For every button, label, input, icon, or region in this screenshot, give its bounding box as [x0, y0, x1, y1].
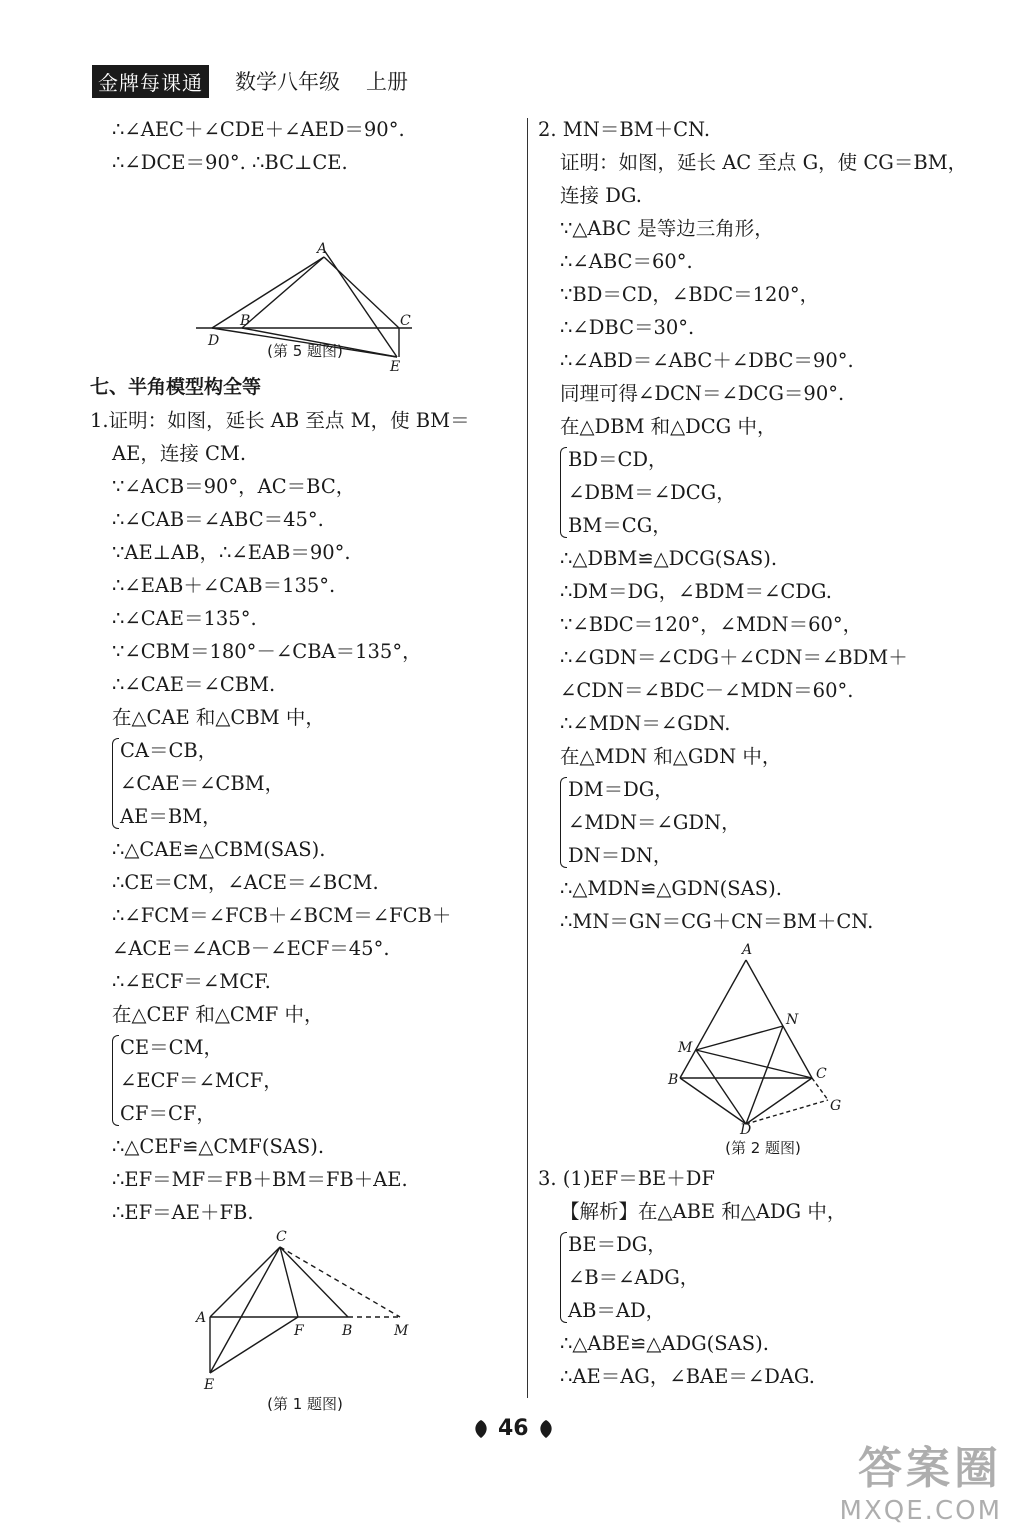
text-line: ∴∠CAE＝∠CBM. — [112, 673, 276, 696]
brace-line: CA＝CB， — [120, 739, 218, 762]
text-line: 3. (1)EF＝BE＋DF — [538, 1167, 715, 1190]
text-line: ∴∠DBC＝30°. — [560, 316, 695, 339]
brace-line: ∠CAE＝∠CBM， — [120, 772, 285, 795]
figure-2-caption: (第 2 题图) — [725, 1139, 801, 1157]
text-line: ∠CDN＝∠BDC－∠MDN＝60°. — [560, 679, 854, 702]
watermark-url: MXQE.COM — [839, 1496, 1002, 1526]
text-line: ∴EF＝AE＋FB. — [112, 1201, 254, 1224]
label-M: M — [678, 1040, 693, 1056]
left-column — [90, 113, 520, 1419]
text-line: ∴MN＝GN＝CG＋CN＝BM＋CN. — [560, 910, 874, 933]
page-number: 46 — [498, 1416, 529, 1441]
label-A: A — [317, 241, 328, 257]
figure-1 — [90, 1229, 520, 1393]
text-line: ∵∠BDC＝120°，∠MDN＝60°， — [560, 613, 863, 636]
watermark-title: 答案圈 — [858, 1443, 1002, 1494]
text-line: ∴∠FCM＝∠FCB＋∠BCM＝∠FCB＋ — [112, 904, 452, 927]
brace-line: BM＝CG， — [568, 514, 672, 537]
label-E: E — [390, 359, 401, 375]
label-C: C — [276, 1229, 287, 1245]
text-line: 【解析】在△ABE 和△ADG 中， — [560, 1200, 847, 1223]
text-line: ∴△ABE≌△ADG(SAS). — [560, 1332, 769, 1355]
brace-line: DM＝DG， — [568, 778, 674, 801]
text-line: 在△DBM 和△DCG 中， — [560, 415, 777, 438]
text-line: ∴∠MDN＝∠GDN. — [560, 712, 731, 735]
text-line: ∴AE＝AG，∠BAE＝∠DAG. — [560, 1365, 816, 1388]
right-column — [538, 113, 988, 1393]
brace-line: BD＝CD， — [568, 448, 668, 471]
brace-line: CE＝CM， — [120, 1036, 224, 1059]
label-M: M — [394, 1323, 409, 1339]
text-line: ∠ACE＝∠ACB－∠ECF＝45°. — [112, 937, 390, 960]
text-line: ∴∠DCE＝90°. ∴BC⊥CE. — [112, 151, 348, 174]
text-line: AE，连接 CM. — [112, 442, 247, 465]
brace-line: ∠DBM＝∠DCG， — [568, 481, 736, 504]
leaf-icon — [535, 1418, 557, 1440]
text-line: ∴△CEF≌△CMF(SAS). — [112, 1135, 325, 1158]
label-D: D — [208, 333, 220, 349]
brace-line: AE＝BM， — [120, 805, 222, 828]
text-line: ∴DM＝DG，∠BDM＝∠CDG. — [560, 580, 832, 603]
text-line: 在△CEF 和△CMF 中， — [112, 1003, 324, 1026]
text-line: ∴∠AEC＋∠CDE＋∠AED＝90°. — [112, 118, 405, 141]
text-line: ∵△ABC 是等边三角形， — [560, 217, 774, 240]
text-line: ∴△DBM≌△DCG(SAS). — [560, 547, 778, 570]
figure-1-diagram — [90, 1229, 520, 1393]
label-B: B — [342, 1323, 353, 1339]
text-line: ∴∠ABC＝60°. — [560, 250, 693, 273]
text-line: ∴∠EAB＋∠CAB＝135°. — [112, 574, 336, 597]
label-D: D — [740, 1122, 752, 1138]
text-line: ∴∠CAE＝135°. — [112, 607, 257, 630]
subject-label: 数学八年级 — [235, 70, 340, 94]
brace-line: AB＝AD， — [568, 1299, 666, 1322]
figure-5-caption: (第 5 题图) — [267, 342, 343, 360]
text-line: ∴△MDN≌△GDN(SAS). — [560, 877, 782, 900]
label-A: A — [742, 942, 753, 958]
text-line: ∴CE＝CM，∠ACE＝∠BCM. — [112, 871, 379, 894]
figure-2-diagram — [538, 938, 988, 1138]
text-line: 连接 DG. — [560, 184, 642, 207]
text-line: 同理可得∠DCN＝∠DCG＝90°. — [560, 382, 845, 405]
leaf-icon — [470, 1418, 492, 1440]
label-C: C — [400, 313, 411, 329]
text-line: ∴∠ABD＝∠ABC＋∠DBC＝90°. — [560, 349, 854, 372]
label-C: C — [816, 1066, 827, 1082]
text-line: ∴EF＝MF＝FB＋BM＝FB＋AE. — [112, 1168, 408, 1191]
brace-group — [90, 1031, 520, 1130]
text-line: ∴∠CAB＝∠ABC＝45°. — [112, 508, 324, 531]
page-header — [92, 66, 408, 96]
figure-1-caption: (第 1 题图) — [267, 1395, 343, 1413]
figure-2 — [538, 938, 988, 1138]
brand-logo: 金牌每课通 — [92, 65, 209, 98]
label-N: N — [786, 1012, 799, 1028]
label-F: F — [294, 1323, 304, 1339]
label-B: B — [668, 1072, 679, 1088]
brace-group — [538, 773, 988, 872]
label-G: G — [830, 1098, 842, 1114]
text-line: 2. MN＝BM＋CN. — [538, 118, 711, 141]
brace-line: CF＝CF， — [120, 1102, 216, 1125]
label-B: B — [240, 313, 251, 329]
brace-line: ∠B＝∠ADG， — [568, 1266, 700, 1289]
volume-label: 上册 — [366, 70, 408, 94]
section-title: 七、半角模型构全等 — [90, 376, 262, 398]
text-line: ∴∠ECF＝∠MCF. — [112, 970, 271, 993]
text-line: 证明：如图，延长 AC 至点 G，使 CG＝BM， — [560, 151, 968, 174]
brace-group — [538, 443, 988, 542]
brace-line: DN＝DN， — [568, 844, 673, 867]
text-line: 在△MDN 和△GDN 中， — [560, 745, 782, 768]
text-line: ∵BD＝CD，∠BDC＝120°， — [560, 283, 820, 306]
brace-line: ∠ECF＝∠MCF， — [120, 1069, 283, 1092]
page-footer — [470, 1416, 557, 1441]
watermark — [840, 1432, 1002, 1526]
column-divider — [527, 118, 528, 1398]
text-line: 在△CAE 和△CBM 中， — [112, 706, 325, 729]
brace-group — [90, 734, 520, 833]
brace-line: BE＝DG， — [568, 1233, 667, 1256]
label-E: E — [204, 1377, 215, 1393]
text-line: 1.证明：如图，延长 AB 至点 M，使 BM＝ — [90, 409, 470, 432]
text-line: ∵∠ACB＝90°，AC＝BC， — [112, 475, 356, 498]
text-line: ∵AE⊥AB，∴∠EAB＝90°. — [112, 541, 351, 564]
text-line: ∵∠CBM＝180°－∠CBA＝135°， — [112, 640, 422, 663]
text-line: ∴△CAE≌△CBM(SAS). — [112, 838, 326, 861]
brace-line: ∠MDN＝∠GDN， — [568, 811, 741, 834]
text-line: ∴∠GDN＝∠CDG＋∠CDN＝∠BDM＋ — [560, 646, 908, 669]
label-A: A — [196, 1310, 207, 1326]
brace-group — [538, 1228, 988, 1327]
